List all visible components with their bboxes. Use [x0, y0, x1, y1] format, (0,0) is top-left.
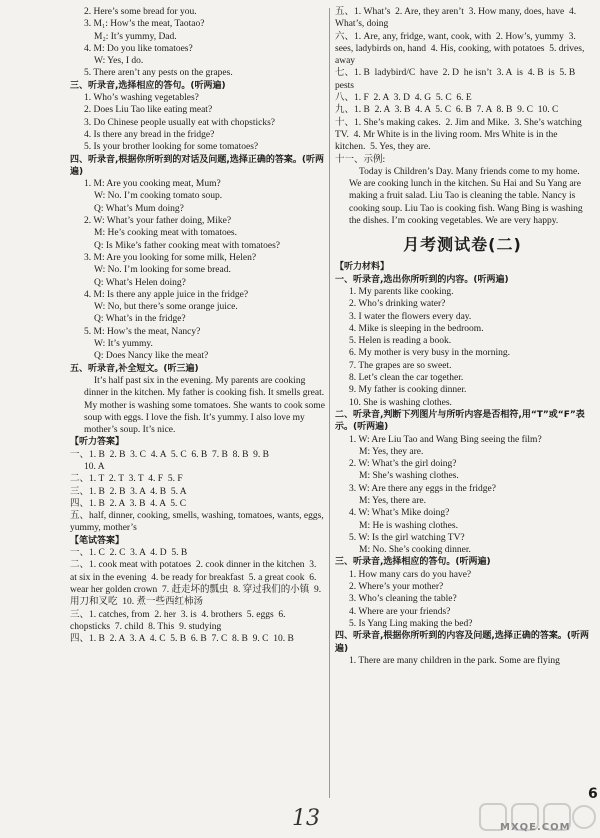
text-line: 【听力材料】 [335, 262, 390, 273]
text-line: 9. My father is cooking dinner. [349, 385, 467, 396]
text-line: 三、听录音,选择相应的答句。(听两遍) [335, 557, 491, 568]
right-column [335, 6, 590, 667]
text-line: 2. W: What’s the girl doing? [349, 459, 457, 470]
text-line: W: No. I’m looking for some bread. [94, 265, 231, 276]
text-line: 四、1. B 2. A 3. A 4. C 5. B 6. B 7. C 8. B 9. C 10. B [70, 634, 294, 645]
column-divider [329, 8, 330, 798]
text-line: 四、1. B 2. A 3. B 4. A 5. C [70, 498, 187, 509]
text-line: Q: What’s Mum doing? [94, 203, 184, 214]
text-line: 3. M₁: How’s the meat, Taotao? [84, 19, 205, 30]
text-line: 5. There aren’t any pests on the grapes. [84, 68, 233, 79]
text-line: 四、听录音,根据你所听到的对话及问题,选择正确的答案。(听两遍) [70, 154, 324, 177]
text-line: 2. Where’s your mother? [349, 582, 444, 593]
text-line: 1. M: Are you cooking meat, Mum? [84, 179, 221, 190]
text-line: 3. W: Are there any eggs in the fridge? [349, 483, 496, 494]
text-line: 2. Here’s some bread for you. [84, 7, 197, 17]
text-line: Q: What’s in the fridge? [94, 314, 186, 325]
text-line: 5. M: How’s the meat, Nancy? [84, 326, 201, 337]
text-line: 四、听录音,根据你所听到的内容及问题,选择正确的答案。(听两遍) [335, 631, 589, 654]
text-line: M: He’s cooking meat with tomatoes. [94, 228, 238, 239]
text-line: 2. Who’s drinking water? [349, 299, 446, 310]
text-line: 1. How many cars do you have? [349, 569, 472, 580]
text-line: 3. M: Are you looking for some milk, Helen? [84, 252, 257, 263]
text-line: 2. Does Liu Tao like eating meat? [84, 105, 213, 116]
text-line: Q: Does Nancy like the meat? [94, 351, 209, 362]
text-line: 二、1. cook meat with potatoes 2. cook dinner in the kitchen 3. at six in the evening 4. be ready for breakfast 5. a great cook 6. wear her golden crown 7. 赶走坏的瓢虫 8. 穿过我们的小镇 9. 用刀和叉吃 10. 煮一些西红柿汤 [70, 560, 324, 608]
text-line: M: He is washing clothes. [359, 520, 458, 531]
text-line: 6. My mother is very busy in the morning. [349, 348, 510, 359]
text-line: 10. She is washing clothes. [349, 397, 452, 408]
text-line: 5. Helen is reading a book. [349, 336, 452, 347]
text-line: 1. There are many children in the park. Some are flying [349, 655, 560, 666]
text-line: 三、1. catches, from 2. her 3. is 4. brothers 5. eggs 6. chopsticks 7. child 8. This 9. studying [70, 609, 288, 632]
text-line: 【听力答案】 [70, 437, 125, 448]
text-line: 十、1. She’s making cakes. 2. Jim and Mike. 3. She’s watching TV. 4. Mr White is in the living room. Mrs White is in the kitchen. 5. Yes, they are. [335, 117, 584, 153]
text-line: 3. Do Chinese people usually eat with chopsticks? [84, 117, 276, 128]
text-line: M: Yes, there are. [359, 495, 427, 506]
page-number: 6 [588, 786, 598, 802]
text-line: 一、1. B 2. B 3. C 4. A 5. C 6. B 7. B 8. B 9. B [70, 449, 270, 460]
text-line: W: No, but there’s some orange juice. [94, 302, 238, 313]
text-line: M: Yes, they are. [359, 446, 424, 457]
text-line: M: She’s washing clothes. [359, 471, 459, 482]
text-line: 4. Where are your friends? [349, 606, 451, 617]
text-line: 2. W: What’s your father doing, Mike? [84, 216, 232, 227]
text-line: 4. M: Is there any apple juice in the fridge? [84, 289, 249, 300]
listening-material [335, 261, 590, 667]
text-line: 六、1. Are, any, fridge, want, cook, with 2. How’s, yummy 3. sees, ladybirds on, hand 4. His, cooking, with potatoes 5. drives, away [335, 31, 587, 67]
text-line: It’s half past six in the evening. My parents are cooking dinner in the kitchen. My father is cooking fish. It smells great. My mother is washing some tomatoes. She wants to cook some soup with eggs. I love the fish. It’s yummy. I also love my mother’s soup. It’s nice. [84, 375, 328, 436]
text-line: 8. Let’s clean the car together. [349, 373, 464, 384]
text-line: Today is Children’s Day. Many friends come to my home. We are cooking lunch in the kitchen. Su Hai and Su Yang are making a fruit salad. Liu Tao is cleaning the table. Nancy is cooking soup. Liu Tao is cooking fish. Wang Bing is washing the dishes. I’m cooking vegetables. We are very happy. [349, 166, 585, 227]
watermark-text: MXQE.COM [500, 822, 571, 833]
text-line: 七、1. B ladybird/C have 2. D he isn’t 3. A is 4. B is 5. B pests [335, 68, 580, 91]
text-line: 九、1. B 2. A 3. B 4. A 5. C 6. B 7. A 8. B 9. C 10. C [335, 105, 559, 116]
text-line: Q: What’s Helen doing? [94, 277, 186, 288]
handwritten-number: 13 [292, 806, 320, 831]
left-column [70, 6, 328, 645]
text-line: 5. Is Yang Ling making the bed? [349, 618, 473, 629]
text-line: 4. Is there any bread in the fridge? [84, 129, 215, 140]
text-line: 3. I water the flowers every day. [349, 311, 472, 322]
text-line: 八、1. F 2. A 3. D 4. G 5. C 6. E [335, 93, 472, 104]
text-line: 7. The grapes are so sweet. [349, 360, 452, 371]
text-line: 二、听录音,判断下列图片与所听内容是否相符,用“T”或“F”表示。(听两遍) [335, 409, 585, 433]
text-line: Q: Is Mike’s father cooking meat with tomatoes? [94, 240, 280, 251]
text-line: 三、1. B 2. B 3. A 4. B 5. A [70, 486, 187, 497]
text-line: M₂: It’s yummy, Dad. [94, 31, 177, 42]
text-line: 【笔试答案】 [70, 535, 125, 546]
text-line: 5. Is your brother looking for some tomatoes? [84, 142, 259, 153]
text-line: 1. My parents like cooking. [349, 286, 454, 297]
text-line: 1. Who’s washing vegetables? [84, 93, 199, 104]
text-line: 10. A [84, 461, 105, 472]
text-line: 一、1. C 2. C 3. A 4. D 5. B [70, 548, 188, 559]
text-line: W: No. I’m cooking tomato soup. [94, 191, 223, 202]
text-line: 五、1. What’s 2. Are, they aren’t 3. How many, does, have 4. What’s, doing [335, 7, 579, 30]
text-line: 4. W: What’s Mike doing? [349, 508, 450, 519]
text-line: 1. W: Are Liu Tao and Wang Bing seeing the film? [349, 434, 542, 445]
section-title: 月考测试卷(二) [403, 235, 522, 255]
text-line: W: It’s yummy. [94, 339, 153, 350]
text-line: 4. Mike is sleeping in the bedroom. [349, 323, 484, 334]
text-line: 一、听录音,选出你所听到的内容。(听两遍) [335, 274, 509, 285]
text-line: 五、听录音,补全短文。(听三遍) [70, 363, 199, 374]
text-line: 5. W: Is the girl watching TV? [349, 532, 465, 543]
text-line: W: Yes, I do. [94, 56, 144, 67]
text-line: 3. Who’s cleaning the table? [349, 594, 457, 605]
text-line: 五、half, dinner, cooking, smells, washing, tomatoes, wants, eggs, yummy, mother’s [70, 511, 327, 534]
text-line: 4. M: Do you like tomatoes? [84, 43, 193, 54]
text-line: 十一、示例: [335, 154, 386, 165]
answer-key-continued [335, 6, 590, 227]
text-line: M: No. She’s cooking dinner. [359, 545, 471, 556]
text-line: 三、听录音,选择相应的答句。(听两遍) [70, 80, 226, 91]
text-line: 二、1. T 2. T 3. T 4. F 5. F [70, 474, 183, 485]
